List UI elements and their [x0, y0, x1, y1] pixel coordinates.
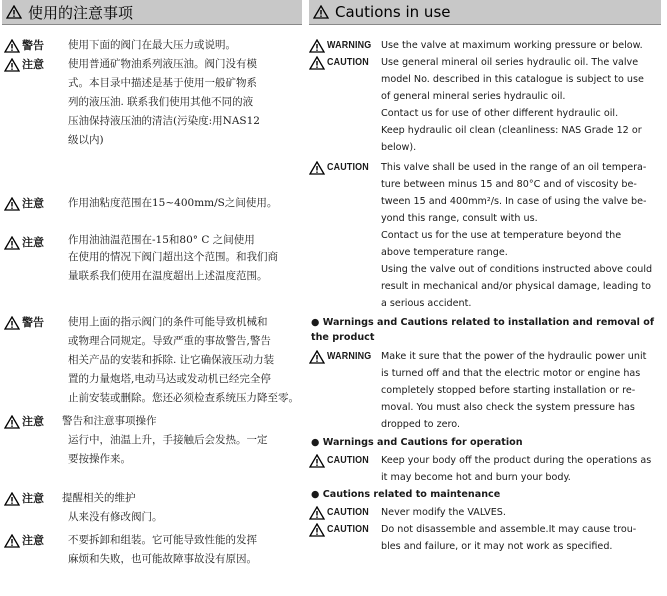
warning-triangle-icon: [4, 316, 20, 330]
text-line: This valve shall be used in the range of an oil tempera-: [381, 162, 647, 173]
text-line: model No. described in this catalogue is subject to use: [381, 74, 644, 85]
text-line: 不要拆卸和组装。它可能导致性能的发挥: [68, 534, 257, 546]
chinese-column: [2, 0, 302, 565]
text-line: 或物理合同规定。导致严重的事故警告,警告: [68, 335, 271, 347]
text-line: 警告和注意事项操作: [62, 415, 157, 427]
text-line: 使用普通矿物油系列液压油。阀门没有模: [68, 58, 257, 70]
warning-triangle-icon: [313, 5, 329, 19]
english-header-title: Cautions in use: [335, 3, 451, 21]
cn-caution-maintenance: [4, 489, 300, 527]
text-line: 作用油粘度范围在15~400mm/S之间使用。: [68, 197, 278, 209]
tag-label: 注意: [22, 236, 44, 249]
tag-label: WARNING: [327, 350, 372, 362]
cn-caution-viscosity: [4, 194, 300, 213]
tag-label: 注意: [22, 58, 44, 71]
text-line: 运行中，油温上升，手接触后会发热。一定: [68, 434, 268, 446]
warning-triangle-icon: [309, 454, 325, 468]
section-head-operation: ● Warnings and Cautions for operation: [311, 437, 523, 448]
text-line: 式。本目录中描述是基于使用一般矿物系: [68, 77, 257, 89]
text-line: Using the valve out of conditions instructed above could: [381, 264, 653, 275]
text-line: 提醒相关的维护: [62, 492, 136, 504]
en-caution-temperature: [309, 159, 661, 312]
text-line: 要按操作来。: [68, 453, 131, 465]
cn-warning-installation: [4, 313, 300, 408]
text-line: it may become hot and burn your body.: [381, 472, 571, 483]
text-line: 从来没有修改阀门。: [68, 511, 163, 523]
warning-triangle-icon: [309, 161, 325, 175]
warning-triangle-icon: [309, 350, 325, 364]
tag-label: 注意: [22, 415, 44, 428]
warning-triangle-icon: [4, 58, 20, 72]
text-line: dropped to zero.: [381, 419, 461, 430]
warning-triangle-icon: [309, 56, 325, 70]
section-head-maintenance: ● Cautions related to maintenance: [311, 489, 501, 500]
warning-triangle-icon: [4, 415, 20, 429]
text-line: tween 15 and 400mm²/s. In case of using the valve be-: [381, 196, 647, 207]
text-line: bles and failure, or it may not work as specified.: [381, 541, 613, 552]
text-line: 级以内): [68, 134, 104, 146]
text-line: Make it sure that the power of the hydraulic power unit: [381, 351, 647, 362]
text-line: ture between minus 15 and 80°C and of viscosity be-: [381, 179, 637, 190]
text-line: is turned off and that the electric motor or engine has: [381, 368, 641, 379]
text-line: 止前安装或删除。您还必须检查系统压力降至零。: [68, 392, 299, 404]
tag-label: 注意: [22, 492, 44, 505]
text-line: 量联系我们使用在温度超出上述温度范围。: [68, 270, 268, 282]
en-caution-operation: [309, 452, 661, 486]
text-line: 作用油油温范围在-15和80° C 之间使用: [68, 234, 255, 246]
tag-label: CAUTION: [327, 161, 369, 173]
text-line: Use the valve at maximum working pressure or below.: [381, 40, 643, 51]
tag-label: CAUTION: [327, 454, 369, 466]
warning-triangle-icon: [4, 197, 20, 211]
warning-triangle-icon: [309, 523, 325, 537]
warning-triangle-icon: [4, 534, 20, 548]
text-line: Keep hydraulic oil clean (cleanliness: NAS Grade 12 or: [381, 125, 642, 136]
text-line: result in mechanical and/or physical damage, leading to: [381, 281, 651, 292]
text-line: Do not disassemble and assemble.It may cause trou-: [381, 524, 637, 535]
text-line: 使用上面的指示阀门的条件可能导致机械和: [68, 316, 268, 328]
warning-triangle-icon: [4, 39, 20, 53]
cn-caution-disassemble: [4, 531, 300, 569]
text-line: yond this range, consult with us.: [381, 213, 538, 224]
tag-label: CAUTION: [327, 523, 369, 535]
tag-label: 注意: [22, 534, 44, 547]
tag-label: 警告: [22, 316, 44, 329]
cn-caution-operation: [4, 412, 300, 469]
warning-triangle-icon: [6, 5, 22, 19]
en-caution-disassemble: [309, 521, 661, 555]
section-head-installation: ● Warnings and Cautions related to installation and removal of the product: [311, 317, 655, 343]
text-line: of general mineral series hydraulic oil.: [381, 91, 566, 102]
warning-triangle-icon: [4, 236, 20, 250]
text-line: 置的力量炮塔,电动马达或发动机已经完全停: [68, 373, 271, 385]
english-section-header: [309, 0, 661, 25]
en-caution-modify: [309, 504, 661, 521]
chinese-header-title: 使用的注意事项: [28, 3, 134, 22]
text-line: Never modify the VALVES.: [381, 507, 506, 518]
text-line: 列的液压油. 联系我们使用其他不同的液: [68, 96, 254, 108]
warning-triangle-icon: [309, 39, 325, 53]
warning-triangle-icon: [4, 492, 20, 506]
warning-triangle-icon: [309, 506, 325, 520]
tag-label: CAUTION: [327, 506, 369, 518]
text-line: Use general mineral oil series hydraulic oil. The valve: [381, 57, 639, 68]
tag-label: 注意: [22, 197, 44, 210]
text-line: completely stopped before starting installation or re-: [381, 385, 636, 396]
chinese-section-header: [2, 0, 302, 25]
en-warning-pressure: [309, 37, 661, 54]
tag-label: 警告: [22, 39, 44, 52]
text-line: 使用下面的阀门在最大压力或说明。: [68, 39, 236, 51]
text-line: Contact us for the use at temperature beyond the: [381, 230, 622, 241]
tag-label: WARNING: [327, 39, 372, 51]
text-line: below).: [381, 142, 417, 153]
text-line: above temperature range.: [381, 247, 508, 258]
text-line: Contact us for use of other different hydraulic oil.: [381, 108, 619, 119]
text-line: 相关产品的安装和拆除. 让它确保液压动力装: [68, 354, 275, 366]
text-line: moval. You must also check the system pressure has: [381, 402, 635, 413]
text-line: 麻烦和失败，也可能故障事故没有原因。: [68, 553, 257, 565]
text-line: 压油保持液压油的清洁(污染度:用NAS12: [68, 115, 260, 127]
cn-warning-pressure: [4, 36, 300, 55]
text-line: Keep your body off the product during the operations as: [381, 455, 652, 466]
en-warning-installation: [309, 348, 661, 433]
cn-caution-temperature: [4, 233, 300, 286]
tag-label: CAUTION: [327, 56, 369, 68]
text-line: 在使用的情况下阀门超出这个范围。和我们商: [68, 251, 278, 263]
en-caution-oil: [309, 54, 661, 156]
cn-caution-oil: [4, 55, 300, 150]
text-line: a serious accident.: [381, 298, 472, 309]
english-column: [309, 0, 661, 552]
